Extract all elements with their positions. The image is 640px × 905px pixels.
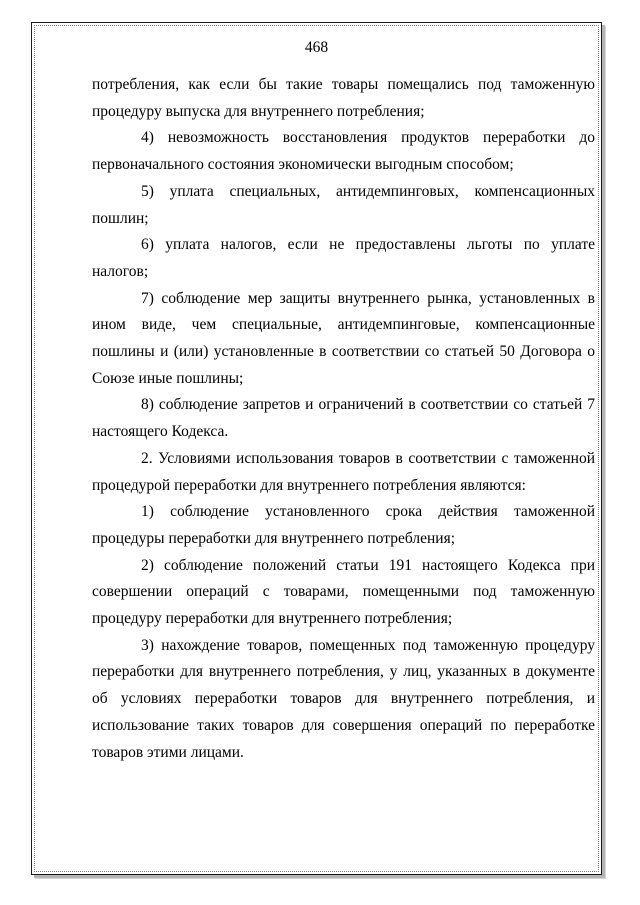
paragraph-condition-2: 2) соблюдение положений статьи 191 настоящего Кодекса при совершении операций с товарами, помещенными под таможенную процедуру переработки для внутреннего потребления; [92, 556, 595, 628]
paragraph-item-4: 4) невозможность восстановления продуктов переработки до первоначального состояния экономически выгодным способом; [92, 129, 595, 174]
paragraph-condition-3: 3) нахождение товаров, помещенных под таможенную процедуру переработки для внутреннего потребления, у лиц, указанных в документе об условиях переработки товаров для внутреннего потребления, и использование таких товаров для совершения операций по переработке товаров этими лицами. [92, 636, 595, 761]
paragraph-condition-1: 1) соблюдение установленного срока действия таможенной процедуры переработки для внутреннего потребления; [92, 503, 595, 547]
paragraph-section-2: 2. Условиями использования товаров в соответствии с таможенной процедурой переработки для внутреннего потребления являются: [92, 449, 595, 494]
document-page [31, 22, 602, 875]
paragraph-item-7: 7) соблюдение мер защиты внутреннего рынка, установленных в ином виде, чем специальные, антидемпинговые, компенсационные пошлины и (или) установленные в соответствии со статьей 50 Договора о Союзе иные пошлины; [92, 289, 595, 387]
paragraph-item-6: 6) уплата налогов, если не предоставлены льготы по уплате налогов; [92, 236, 595, 280]
paragraph-item-8: 8) соблюдение запретов и ограничений в соответствии со статьей 7 настоящего Кодекса. [92, 396, 595, 441]
document-body [92, 72, 595, 766]
paragraph-continuation: потребления, как если бы такие товары помещались под таможенную процедуру выпуска для внутреннего потребления; [92, 76, 595, 120]
page-number: 468 [304, 39, 329, 56]
paragraph-item-5: 5) уплата специальных, антидемпинговых, компенсационных пошлин; [92, 182, 595, 227]
